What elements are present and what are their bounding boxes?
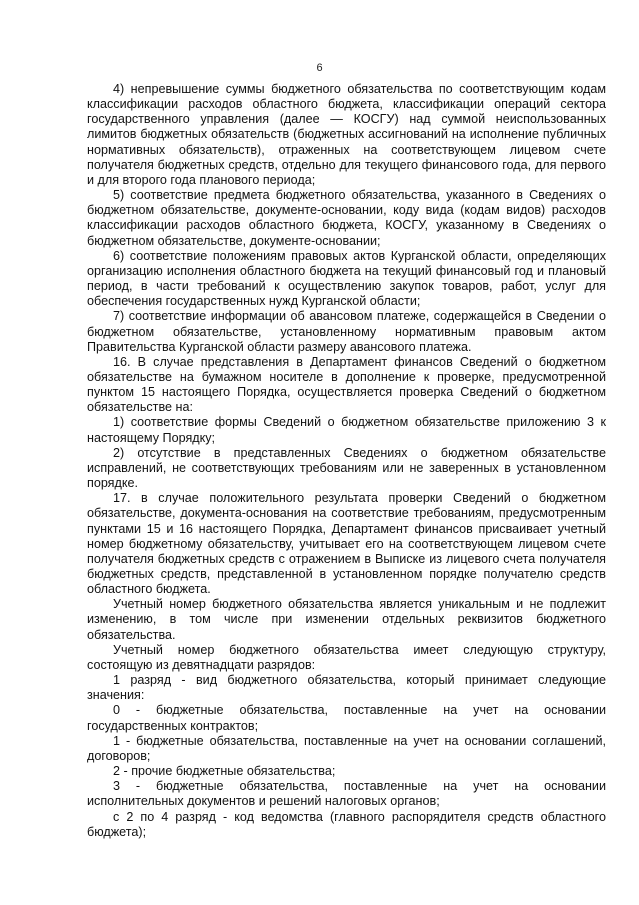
paragraph-account-number-unique: Учетный номер бюджетного обязательства является уникальным и не подлежит изменению, в том числе при изменении отдельных реквизитов бюджетного обязательства. xyxy=(87,597,606,642)
paragraph-item-7: 7) соответствие информации об авансовом платеже, содержащейся в Сведении о бюджетном обязательстве, установленному нормативным правовым актом Правительства Курганской области размеру авансового платежа. xyxy=(87,309,606,354)
paragraph-value-3: 3 - бюджетные обязательства, поставленные на учет на основании исполнительных документов и решений налоговых органов; xyxy=(87,779,606,809)
paragraph-value-1: 1 - бюджетные обязательства, поставленные на учет на основании соглашений, договоров; xyxy=(87,733,606,763)
paragraph-value-0: 0 - бюджетные обязательства, поставленные на учет на основании государственных контрактов; xyxy=(87,703,606,733)
paragraph-digit-1: 1 разряд - вид бюджетного обязательства, который принимает следующие значения: xyxy=(87,673,606,703)
paragraph-item-4: 4) непревышение суммы бюджетного обязательства по соответствующим кодам классификации расходов областного бюджета, классификации операций сектора государственного управления (далее — КОСГУ) над суммой неиспользованных лимитов бюджетных обязательств (бюджетных ассигнований на исполнение публичных нормативных обязательств), отраженных на соответствующем лицевом счете получателя бюджетных средств, отдельно для текущего финансового года, для первого и для второго года планового периода; xyxy=(87,82,606,187)
paragraph-clause-16-item-2: 2) отсутствие в представленных Сведениях о бюджетном обязательстве исправлений, не соответствующих требованиям или не заверенных в установленном порядке. xyxy=(87,445,606,491)
page-number: 6 xyxy=(316,62,323,74)
paragraph-clause-16: 16. В случае представления в Департамент финансов Сведений о бюджетном обязательстве на бумажном носителе в дополнение к проверке, предусмотренной пунктом 15 настоящего Порядка, осуществляется проверка Сведений о бюджетном обязательстве на: xyxy=(87,354,606,415)
paragraph-digits-2-4: с 2 по 4 разряд - код ведомства (главного распорядителя средств областного бюджета); xyxy=(87,809,606,839)
paragraph-item-5: 5) соответствие предмета бюджетного обязательства, указанного в Сведениях о бюджетном обязательстве, документе-основании, коду вида (кодам видов) расходов классификации расходов областного бюджета, КОСГУ, указанному в Сведениях о бюджетном обязательстве, документе-основании; xyxy=(87,188,606,248)
document-body xyxy=(87,82,606,840)
paragraph-item-6: 6) соответствие положениям правовых актов Курганской области, определяющих организацию исполнения областного бюджета на текущий финансовый год и плановый период, в части требований к осуществлению закупок товаров, работ, услуг для обеспечения государственных нужд Курганской области; xyxy=(87,248,606,309)
paragraph-clause-16-item-1: 1) соответствие формы Сведений о бюджетном обязательстве приложению 3 к настоящему Порядку; xyxy=(87,415,606,445)
paragraph-account-number-structure: Учетный номер бюджетного обязательства имеет следующую структуру, состоящую из девятнадцати разрядов: xyxy=(87,642,606,672)
paragraph-clause-17: 17. в случае положительного результата проверки Сведений о бюджетном обязательстве, документа-основания на соответствие требованиям, предусмотренным пунктами 15 и 16 настоящего Порядка, Департамент финансов присваивает учетный номер бюджетному обязательству, учитывает его на соответствующем лицевом счете получателя бюджетных средств с отражением в Выписке из лицевого счета получателя бюджетных средств, представленной в установленном порядке получателю средств областного бюджета. xyxy=(87,491,606,597)
paragraph-value-2: 2 - прочие бюджетные обязательства; xyxy=(113,764,336,779)
